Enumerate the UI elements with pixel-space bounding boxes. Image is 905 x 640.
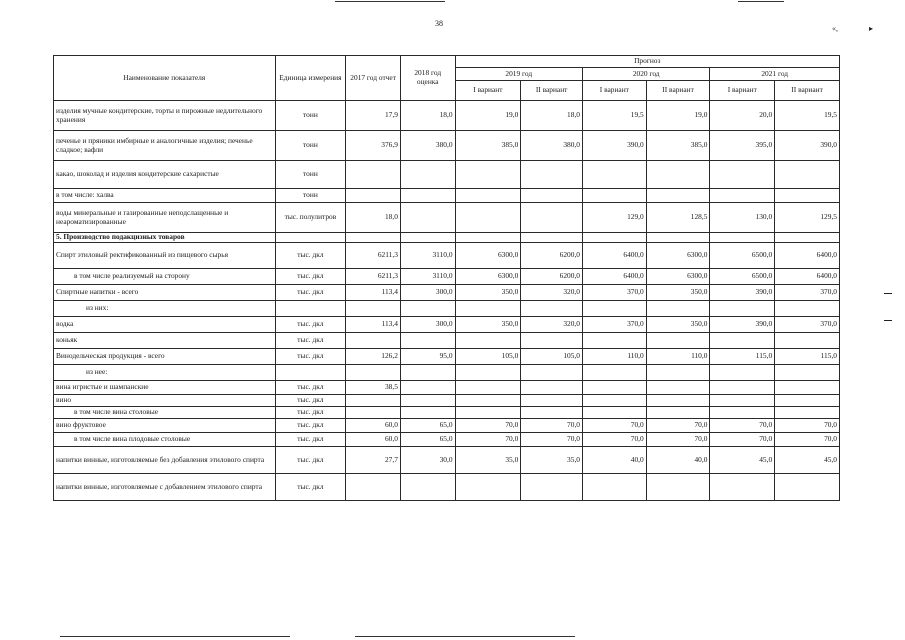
header-2017: 2017 год отчет	[346, 56, 401, 101]
value-cell	[582, 381, 646, 395]
row-name: напитки винные, изготовляемые с добавлением этилового спирта	[54, 474, 276, 501]
value-cell: 17,9	[346, 101, 401, 131]
value-cell: 385,0	[455, 131, 521, 161]
row-name: Винодельческая продукция - всего	[54, 349, 276, 365]
value-cell: 35,0	[455, 447, 521, 474]
value-cell: 113,4	[346, 285, 401, 301]
row-name: какао, шоколад и изделия кондитерские сахаристые	[54, 161, 276, 189]
bottom-scan-line	[60, 636, 290, 637]
value-cell: 70,0	[455, 433, 521, 447]
value-cell: 390,0	[710, 285, 775, 301]
row-unit: тонн	[275, 189, 346, 203]
row-name: напитки винные, изготовляемые без добавления этилового спирта	[54, 447, 276, 474]
header-year-2021: 2021 год	[710, 68, 840, 81]
value-cell	[646, 189, 710, 203]
value-cell	[346, 189, 401, 203]
value-cell: 6300,0	[646, 243, 710, 269]
table-row	[54, 349, 840, 365]
value-cell: 380,0	[400, 131, 455, 161]
row-unit: тыс. дкл	[275, 269, 346, 285]
value-cell	[455, 161, 521, 189]
value-cell	[521, 365, 583, 381]
value-cell: 6400,0	[775, 243, 840, 269]
value-cell	[646, 395, 710, 407]
value-cell	[582, 301, 646, 317]
value-cell: 70,0	[775, 433, 840, 447]
table-row	[54, 131, 840, 161]
value-cell: 105,0	[455, 349, 521, 365]
row-unit	[275, 301, 346, 317]
value-cell	[710, 381, 775, 395]
table-row	[54, 395, 840, 407]
value-cell	[455, 381, 521, 395]
value-cell: 6300,0	[455, 243, 521, 269]
value-cell: 60,0	[346, 419, 401, 433]
row-unit: тыс. дкл	[275, 474, 346, 501]
row-unit: тонн	[275, 131, 346, 161]
value-cell	[400, 233, 455, 243]
corner-mark: «,	[832, 24, 838, 33]
value-cell	[400, 189, 455, 203]
header-variant-2: II вариант	[775, 81, 840, 101]
value-cell	[455, 203, 521, 233]
value-cell	[710, 301, 775, 317]
table-row	[54, 243, 840, 269]
value-cell	[710, 395, 775, 407]
value-cell: 6211,3	[346, 269, 401, 285]
value-cell: 105,0	[521, 349, 583, 365]
value-cell	[582, 333, 646, 349]
report-table	[53, 55, 840, 501]
value-cell: 390,0	[775, 131, 840, 161]
value-cell	[400, 301, 455, 317]
value-cell: 70,0	[646, 419, 710, 433]
bottom-scan-line	[355, 636, 575, 637]
value-cell: 3110,0	[400, 243, 455, 269]
header-unit: Единица измерения	[275, 56, 346, 101]
value-cell: 20,0	[710, 101, 775, 131]
value-cell	[710, 365, 775, 381]
header-variant-2: II вариант	[521, 81, 583, 101]
value-cell: 70,0	[710, 419, 775, 433]
table-row	[54, 474, 840, 501]
table-row	[54, 301, 840, 317]
value-cell: 390,0	[710, 317, 775, 333]
row-name: в том числе: халва	[54, 189, 276, 203]
table-row	[54, 101, 840, 131]
header-2018: 2018 год оценка	[400, 56, 455, 101]
row-name: в том числе вина плодовые столовые	[54, 433, 276, 447]
page-number: 38	[435, 19, 443, 28]
row-name: печенье и пряники имбирные и аналогичные изделия; печенье сладкое; вафли	[54, 131, 276, 161]
value-cell: 115,0	[710, 349, 775, 365]
value-cell	[521, 407, 583, 419]
value-cell: 19,5	[775, 101, 840, 131]
value-cell	[455, 333, 521, 349]
value-cell: 395,0	[710, 131, 775, 161]
header-variant-1: I вариант	[455, 81, 521, 101]
header-variant-2: II вариант	[646, 81, 710, 101]
value-cell: 128,5	[646, 203, 710, 233]
value-cell	[775, 474, 840, 501]
value-cell	[400, 381, 455, 395]
value-cell	[455, 189, 521, 203]
value-cell	[775, 233, 840, 243]
value-cell: 6200,0	[521, 243, 583, 269]
value-cell	[400, 474, 455, 501]
row-unit: тыс. дкл	[275, 317, 346, 333]
header-forecast: Прогноз	[455, 56, 839, 68]
value-cell: 6300,0	[455, 269, 521, 285]
table-row	[54, 161, 840, 189]
row-name: воды минеральные и газированные неподслащенные и неароматизированные	[54, 203, 276, 233]
value-cell	[346, 333, 401, 349]
value-cell: 370,0	[775, 317, 840, 333]
row-unit: тыс. дкл	[275, 243, 346, 269]
value-cell	[521, 161, 583, 189]
value-cell	[521, 301, 583, 317]
value-cell: 370,0	[582, 285, 646, 301]
value-cell: 130,0	[710, 203, 775, 233]
value-cell	[582, 189, 646, 203]
row-unit: тыс. дкл	[275, 381, 346, 395]
value-cell: 18,0	[521, 101, 583, 131]
table-row	[54, 269, 840, 285]
row-name: водка	[54, 317, 276, 333]
value-cell	[646, 233, 710, 243]
table-row	[54, 333, 840, 349]
value-cell: 65,0	[400, 433, 455, 447]
value-cell	[775, 381, 840, 395]
value-cell	[646, 333, 710, 349]
value-cell	[455, 407, 521, 419]
value-cell: 70,0	[646, 433, 710, 447]
value-cell: 6400,0	[582, 243, 646, 269]
row-unit: тыс. дкл	[275, 447, 346, 474]
row-name: вина игристые и шампанские	[54, 381, 276, 395]
value-cell: 6500,0	[710, 243, 775, 269]
value-cell: 6500,0	[710, 269, 775, 285]
value-cell	[775, 395, 840, 407]
value-cell: 380,0	[521, 131, 583, 161]
row-unit	[275, 365, 346, 381]
value-cell: 350,0	[455, 285, 521, 301]
value-cell	[646, 474, 710, 501]
row-unit: тыс. дкл	[275, 285, 346, 301]
value-cell: 110,0	[582, 349, 646, 365]
value-cell: 300,0	[400, 285, 455, 301]
edge-tick	[884, 293, 892, 294]
value-cell	[710, 474, 775, 501]
value-cell	[521, 381, 583, 395]
table-row	[54, 317, 840, 333]
row-unit	[275, 233, 346, 243]
value-cell	[346, 233, 401, 243]
value-cell: 19,0	[455, 101, 521, 131]
top-scan-line	[738, 1, 784, 2]
top-scan-line	[335, 1, 445, 2]
row-unit: тыс. полулитров	[275, 203, 346, 233]
value-cell: 6211,3	[346, 243, 401, 269]
value-cell: 45,0	[710, 447, 775, 474]
table-body	[54, 101, 840, 501]
row-name: из нее:	[54, 365, 276, 381]
value-cell: 38,5	[346, 381, 401, 395]
value-cell: 129,0	[582, 203, 646, 233]
value-cell: 390,0	[582, 131, 646, 161]
value-cell	[521, 395, 583, 407]
value-cell	[346, 365, 401, 381]
table-row	[54, 189, 840, 203]
value-cell: 376,9	[346, 131, 401, 161]
value-cell: 35,0	[521, 447, 583, 474]
value-cell	[646, 381, 710, 395]
table-row	[54, 407, 840, 419]
value-cell	[346, 395, 401, 407]
row-name: в том числе реализуемый на сторону	[54, 269, 276, 285]
value-cell: 70,0	[521, 419, 583, 433]
row-unit: тыс. дкл	[275, 433, 346, 447]
header-name: Наименование показателя	[54, 56, 276, 101]
value-cell	[455, 395, 521, 407]
value-cell	[521, 233, 583, 243]
value-cell	[400, 395, 455, 407]
value-cell	[775, 189, 840, 203]
corner-dot: ▸	[869, 24, 874, 33]
row-name: Спиртные напитки - всего	[54, 285, 276, 301]
table-row	[54, 433, 840, 447]
value-cell	[400, 407, 455, 419]
value-cell: 3110,0	[400, 269, 455, 285]
value-cell: 6400,0	[775, 269, 840, 285]
value-cell	[646, 365, 710, 381]
value-cell: 6200,0	[521, 269, 583, 285]
row-unit: тыс. дкл	[275, 349, 346, 365]
value-cell	[521, 189, 583, 203]
value-cell: 126,2	[346, 349, 401, 365]
value-cell	[646, 161, 710, 189]
table-row	[54, 233, 840, 243]
value-cell: 70,0	[455, 419, 521, 433]
value-cell: 45,0	[775, 447, 840, 474]
value-cell: 320,0	[521, 317, 583, 333]
value-cell: 350,0	[455, 317, 521, 333]
row-name: коньяк	[54, 333, 276, 349]
value-cell	[582, 474, 646, 501]
value-cell	[582, 407, 646, 419]
table-row	[54, 447, 840, 474]
table-row	[54, 365, 840, 381]
value-cell	[775, 161, 840, 189]
value-cell: 70,0	[521, 433, 583, 447]
value-cell	[710, 161, 775, 189]
value-cell: 370,0	[775, 285, 840, 301]
row-name: в том числе вина столовые	[54, 407, 276, 419]
value-cell	[710, 233, 775, 243]
row-name: из них:	[54, 301, 276, 317]
value-cell: 40,0	[582, 447, 646, 474]
value-cell	[455, 233, 521, 243]
value-cell	[775, 301, 840, 317]
row-unit: тыс. дкл	[275, 333, 346, 349]
row-unit: тыс. дкл	[275, 395, 346, 407]
value-cell	[521, 474, 583, 501]
value-cell	[775, 333, 840, 349]
value-cell	[346, 161, 401, 189]
value-cell: 60,0	[346, 433, 401, 447]
row-unit: тыс. дкл	[275, 419, 346, 433]
value-cell	[582, 365, 646, 381]
value-cell	[400, 365, 455, 381]
row-unit: тонн	[275, 101, 346, 131]
value-cell	[455, 474, 521, 501]
value-cell: 18,0	[400, 101, 455, 131]
value-cell: 6300,0	[646, 269, 710, 285]
value-cell: 115,0	[775, 349, 840, 365]
value-cell: 70,0	[775, 419, 840, 433]
section-title: 5. Производство подакцизных товаров	[54, 233, 276, 243]
value-cell	[710, 333, 775, 349]
row-name: Спирт этиловый ректификованный из пищевого сырья	[54, 243, 276, 269]
value-cell	[400, 333, 455, 349]
value-cell: 18,0	[346, 203, 401, 233]
value-cell: 70,0	[582, 433, 646, 447]
value-cell	[582, 233, 646, 243]
value-cell	[455, 365, 521, 381]
value-cell	[710, 189, 775, 203]
value-cell	[775, 365, 840, 381]
value-cell: 113,4	[346, 317, 401, 333]
value-cell: 70,0	[582, 419, 646, 433]
value-cell: 300,0	[400, 317, 455, 333]
value-cell	[346, 407, 401, 419]
row-name: изделия мучные кондитерские, торты и пирожные недлительного хранения	[54, 101, 276, 131]
value-cell	[582, 395, 646, 407]
value-cell: 95,0	[400, 349, 455, 365]
table-row	[54, 203, 840, 233]
value-cell	[400, 161, 455, 189]
value-cell: 129,5	[775, 203, 840, 233]
value-cell	[775, 407, 840, 419]
edge-tick	[884, 320, 892, 321]
table-row	[54, 381, 840, 395]
value-cell	[710, 407, 775, 419]
value-cell: 370,0	[582, 317, 646, 333]
row-name: вино фруктовое	[54, 419, 276, 433]
row-unit: тыс. дкл	[275, 407, 346, 419]
row-name: вино	[54, 395, 276, 407]
value-cell: 110,0	[646, 349, 710, 365]
value-cell	[346, 474, 401, 501]
value-cell: 350,0	[646, 317, 710, 333]
table-row	[54, 419, 840, 433]
value-cell: 385,0	[646, 131, 710, 161]
header-year-2019: 2019 год	[455, 68, 582, 81]
value-cell	[346, 301, 401, 317]
value-cell	[521, 203, 583, 233]
header-year-2020: 2020 год	[582, 68, 709, 81]
header-variant-1: I вариант	[710, 81, 775, 101]
value-cell	[455, 301, 521, 317]
value-cell: 320,0	[521, 285, 583, 301]
value-cell	[521, 333, 583, 349]
value-cell: 350,0	[646, 285, 710, 301]
value-cell: 19,0	[646, 101, 710, 131]
value-cell	[646, 407, 710, 419]
value-cell: 70,0	[710, 433, 775, 447]
value-cell: 65,0	[400, 419, 455, 433]
value-cell: 40,0	[646, 447, 710, 474]
value-cell	[582, 161, 646, 189]
value-cell	[400, 203, 455, 233]
header-variant-1: I вариант	[582, 81, 646, 101]
value-cell: 19,5	[582, 101, 646, 131]
value-cell: 6400,0	[582, 269, 646, 285]
value-cell: 30,0	[400, 447, 455, 474]
table-row	[54, 285, 840, 301]
row-unit: тонн	[275, 161, 346, 189]
value-cell	[646, 301, 710, 317]
value-cell: 27,7	[346, 447, 401, 474]
